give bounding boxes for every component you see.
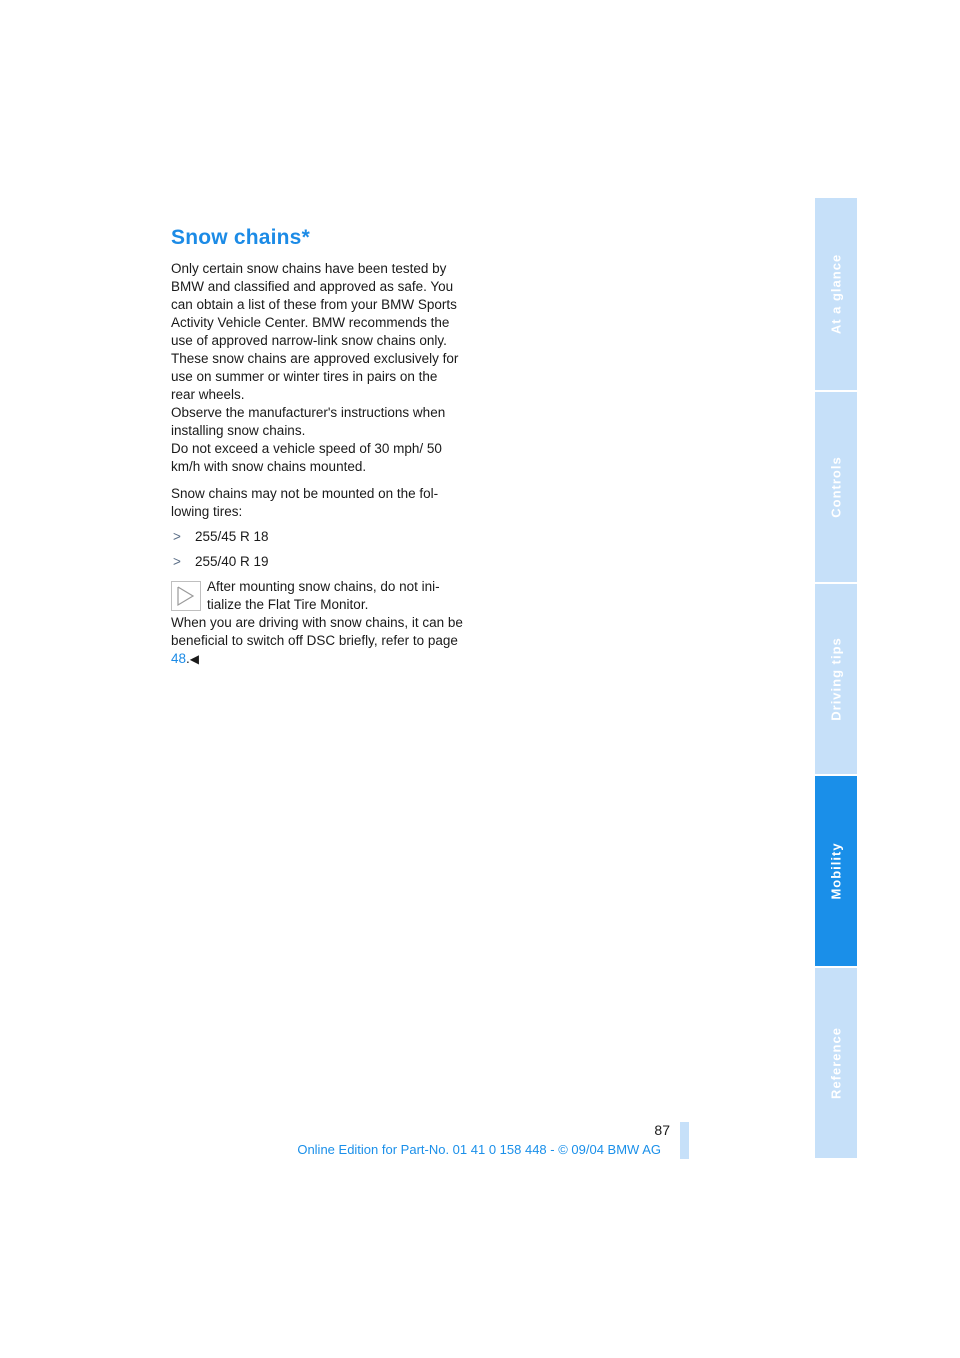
section-heading bbox=[171, 226, 463, 250]
tab-mobility[interactable] bbox=[815, 776, 857, 968]
tab-reference[interactable] bbox=[815, 968, 857, 1160]
tab-label: Driving tips bbox=[828, 637, 844, 721]
main-content bbox=[171, 226, 463, 668]
intro-paragraph: Only certain snow chains have been tested by BMW and classified and approved as safe. You can obtain a list of these from your BMW Sports Activity Vehicle Center. BMW recommends the use of approved narrow-link snow chains only. These snow chains are approved exclusively for use on summer or winter tires in pairs on the rear wheels. bbox=[171, 261, 459, 402]
tab-label: Controls bbox=[828, 456, 844, 518]
tab-label: At a glance bbox=[828, 253, 844, 335]
chapter-tabs bbox=[815, 198, 857, 1160]
page-number: 87 bbox=[654, 1122, 670, 1138]
caution-triangle-icon bbox=[171, 581, 201, 611]
optional-equipment-star: * bbox=[301, 226, 310, 249]
tab-label: Reference bbox=[828, 1027, 844, 1099]
list-item bbox=[171, 553, 463, 571]
dsc-note-text: When you are driving with snow chains, it can be beneficial to switch off DSC briefly, refer to page bbox=[171, 615, 463, 648]
dsc-note-paragraph bbox=[171, 614, 463, 668]
end-of-note-icon: ◀ bbox=[189, 652, 200, 666]
tab-at-a-glance[interactable] bbox=[815, 198, 857, 392]
tires-list-intro: Snow chains may not be mounted on the fol-lowing tires: bbox=[171, 486, 439, 519]
speed-limit-paragraph: Do not exceed a vehicle speed of 30 mph/ 50 km/h with snow chains mounted. bbox=[171, 441, 442, 474]
tire-size: 255/45 R 18 bbox=[195, 529, 269, 544]
note-text: After mounting snow chains, do not ini-tialize the Flat Tire Monitor. bbox=[207, 579, 440, 612]
footer-accent-bar bbox=[680, 1122, 689, 1159]
edition-footer: Online Edition for Part-No. 01 41 0 158 448 - © 09/04 BMW AG bbox=[297, 1142, 661, 1157]
list-marker: > bbox=[173, 529, 181, 544]
list-marker: > bbox=[173, 554, 181, 569]
section-title: Snow chains bbox=[171, 226, 302, 249]
manufacturer-instructions-paragraph: Observe the manufacturer's instructions when installing snow chains. bbox=[171, 405, 446, 438]
list-item bbox=[171, 528, 463, 546]
tab-label: Mobility bbox=[828, 842, 844, 900]
sentence-end: . bbox=[186, 651, 190, 666]
caution-note bbox=[171, 578, 463, 614]
tab-controls[interactable] bbox=[815, 392, 857, 584]
page-reference-link[interactable]: 48 bbox=[171, 651, 187, 666]
tire-list bbox=[171, 528, 463, 571]
tire-size: 255/40 R 19 bbox=[195, 554, 269, 569]
tab-driving-tips[interactable] bbox=[815, 584, 857, 776]
